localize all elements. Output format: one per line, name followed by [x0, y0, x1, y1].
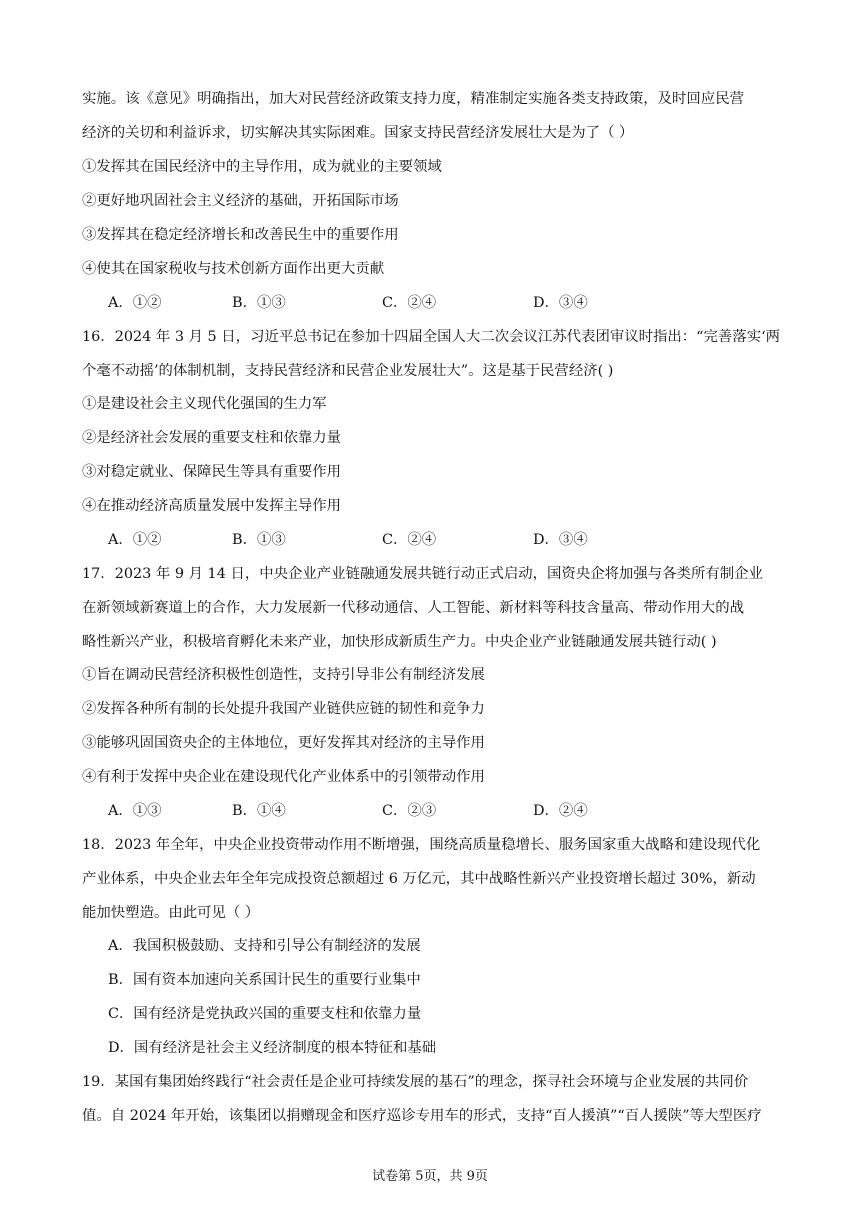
page-footer: 试卷第 5页，共 9页 [372, 1169, 488, 1184]
q17-option-d[interactable]: D．②④ [533, 803, 588, 819]
q16-statement-2: ②是经济社会发展的重要支柱和依靠力量 [82, 430, 342, 446]
q15-statement-4: ④使其在国家税收与技术创新方面作出更大贡献 [82, 261, 385, 277]
q17-stem-line-2: 在新领域新赛道上的合作，大力发展新一代移动通信、人工智能、新材料等科技含量高、带动作用大的战 [82, 600, 744, 616]
q15-option-c[interactable]: C．②④ [382, 295, 437, 311]
q17-option-a[interactable]: A．①③ [108, 803, 162, 819]
q17-statement-3: ③能够巩固国资央企的主体地位，更好发挥其对经济的主导作用 [82, 735, 485, 751]
q15-statement-2: ②更好地巩固社会主义经济的基础，开拓国际市场 [82, 193, 399, 209]
q16-statement-4: ④在推动经济高质量发展中发挥主导作用 [82, 498, 342, 514]
q17-stem-line-3: 略性新兴产业，积极培育孵化未来产业，加快形成新质生产力。中央企业产业链融通发展共链行动( ) [82, 634, 717, 650]
q18-option-a[interactable]: A．我国积极鼓励、支持和引导公有制经济的发展 [108, 938, 421, 954]
q15-stem-line-1: 实施。该《意见》明确指出，加大对民营经济政策支持力度，精准制定实施各类支持政策，及时回应民营 [82, 91, 744, 107]
q15-option-a[interactable]: A．①② [108, 295, 162, 311]
q18-stem-line-1: 18．2023 年全年，中央企业投资带动作用不断增强，围绕高质量稳增长、服务国家重大战略和建设现代化 [82, 837, 761, 853]
q15-statement-3: ③发挥其在稳定经济增长和改善民生中的重要作用 [82, 227, 399, 243]
q18-option-c[interactable]: C．国有经济是党执政兴国的重要支柱和依靠力量 [108, 1006, 422, 1022]
q18-option-d[interactable]: D．国有经济是社会主义经济制度的根本特征和基础 [108, 1040, 437, 1056]
q16-option-c[interactable]: C．②④ [382, 532, 437, 548]
q17-statement-2: ②发挥各种所有制的长处提升我国产业链供应链的韧性和竞争力 [82, 701, 485, 717]
q16-option-b[interactable]: B．①③ [232, 532, 286, 548]
q15-option-d[interactable]: D．③④ [533, 295, 588, 311]
q16-option-a[interactable]: A．①② [108, 532, 162, 548]
q16-statement-3: ③对稳定就业、保障民生等具有重要作用 [82, 464, 342, 480]
q19-stem-line-1: 19．某国有集团始终践行“社会责任是企业可持续发展的基石”的理念，探寻社会环境与企业发展的共同价 [82, 1074, 749, 1090]
q17-statement-1: ①旨在调动民营经济积极性创造性，支持引导非公有制经济发展 [82, 667, 485, 683]
q17-statement-4: ④有利于发挥中央企业在建设现代化产业体系中的引领带动作用 [82, 769, 485, 785]
q18-option-b[interactable]: B．国有资本加速向关系国计民生的重要行业集中 [108, 972, 421, 988]
q15-statement-1: ①发挥其在国民经济中的主导作用，成为就业的主要领域 [82, 159, 442, 175]
q18-stem-line-3: 能加快塑造。由此可见（ ） [82, 905, 260, 921]
q16-stem-line-1: 16．2024 年 3 月 5 日，习近平总书记在参加十四届全国人大二次会议江苏代表团审议时指出：“完善落实‘两 [82, 329, 781, 345]
q18-stem-line-2: 产业体系，中央企业去年全年完成投资总额超过 6 万亿元，其中战略性新兴产业投资增长超过 30%，新动 [82, 871, 756, 887]
q16-stem-line-2: 个毫不动摇’的体制机制，支持民营经济和民营企业发展壮大”。这是基于民营经济( ) [82, 363, 614, 379]
q17-option-c[interactable]: C．②③ [382, 803, 437, 819]
q19-stem-line-2: 值。自 2024 年开始，该集团以捐赠现金和医疗巡诊专用车的形式，支持“百人援滇”“百人援陕”等大型医疗 [82, 1108, 762, 1124]
q17-option-b[interactable]: B．①④ [232, 803, 286, 819]
q17-stem-line-1: 17．2023 年 9 月 14 日，中央企业产业链融通发展共链行动正式启动，国资央企将加强与各类所有制企业 [82, 566, 763, 582]
q16-option-d[interactable]: D．③④ [533, 532, 588, 548]
q16-statement-1: ①是建设社会主义现代化强国的生力军 [82, 396, 327, 412]
q15-stem-line-2: 经济的关切和利益诉求，切实解决其实际困难。国家支持民营经济发展壮大是为了（ ） [82, 125, 634, 141]
q15-option-b[interactable]: B．①③ [232, 295, 286, 311]
